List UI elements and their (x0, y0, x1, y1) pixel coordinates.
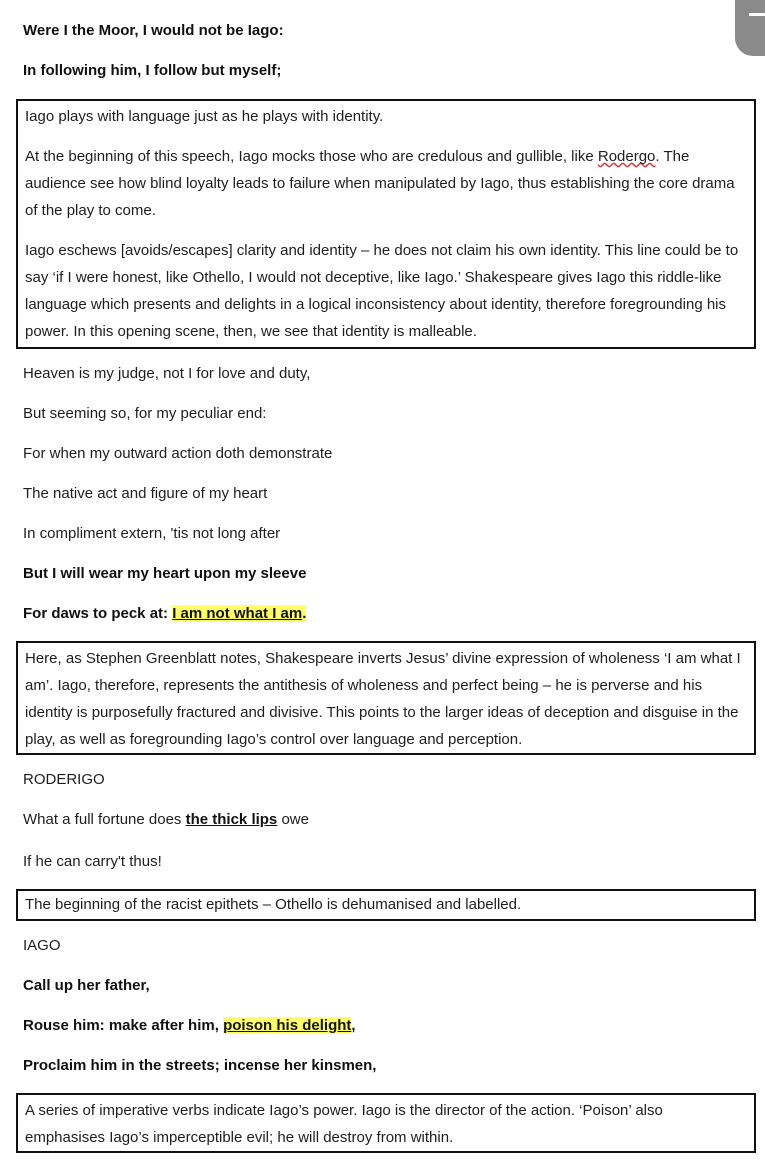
line-text: owe (277, 811, 309, 828)
note-paragraph (25, 143, 746, 224)
annotation-box (16, 889, 756, 921)
play-line: The native act and figure of my heart (23, 485, 268, 502)
underlined-phrase: the thick lips (185, 811, 278, 828)
play-line: Call up her father, (23, 977, 150, 994)
play-line: If he can carry't thus! (23, 853, 162, 870)
note-paragraph: Iago plays with language just as he plays with identity. (25, 108, 384, 125)
misspelled-word[interactable]: Rodergo (597, 148, 656, 165)
note-text: . The audience see how blind loyalty leads to failure when manipulated by Iago, thus establishing the core drama of the play to come. (25, 148, 735, 219)
note-paragraph: The beginning of the racist epithets – Othello is dehumanised and labelled. (25, 896, 522, 913)
play-line: Heaven is my judge, not I for love and duty, (23, 365, 311, 382)
annotation-box (16, 641, 756, 755)
note-text: At the beginning of this speech, Iago mocks those who are credulous and gullible, like (25, 148, 598, 165)
play-line: But I will wear my heart upon my sleeve (23, 565, 307, 582)
note-paragraph: A series of imperative verbs indicate Iago’s power. Iago is the director of the action. ‘Poison’ also emphasises Iago’s imperceptible evil; he will destroy from within. (25, 1102, 663, 1146)
highlighted-phrase: poison his delight (223, 1017, 352, 1034)
line-text: . (302, 605, 307, 622)
speaker-name: RODERIGO (23, 771, 105, 788)
play-line (23, 604, 306, 624)
highlighted-phrase: I am not what I am (172, 605, 303, 622)
annotation-box (16, 99, 756, 349)
play-line (23, 1016, 356, 1036)
play-line (23, 810, 309, 830)
scroll-tab-handle[interactable] (735, 0, 765, 56)
annotation-box (16, 1093, 756, 1153)
line-text: For daws to peck at: (23, 605, 173, 622)
note-paragraph: Here, as Stephen Greenblatt notes, Shakespeare inverts Jesus’ divine expression of wholeness ‘I am what I am’. Iago, therefore, represents the antithesis of wholeness and perfect being – he is perverse and his identity is purposefully fractured and divisive. This points to the larger ideas of deception and disguise in the play, as well as foregrounding Iago’s control over language and perception. (25, 650, 741, 748)
play-line: Proclaim him in the streets; incense her kinsmen, (23, 1057, 377, 1074)
play-line: In following him, I follow but myself; (23, 62, 282, 79)
line-text: , (351, 1017, 356, 1034)
minus-icon (749, 13, 765, 16)
play-line: Were I the Moor, I would not be Iago: (23, 22, 284, 39)
speaker-name: IAGO (23, 937, 61, 954)
line-text: Rouse him: make after him, (23, 1017, 224, 1034)
play-line: But seeming so, for my peculiar end: (23, 405, 267, 422)
play-line: For when my outward action doth demonstrate (23, 445, 333, 462)
play-line: In compliment extern, 'tis not long after (23, 525, 281, 542)
note-paragraph: Iago eschews [avoids/escapes] clarity and identity – he does not claim his own identity. This line could be to say ‘if I were honest, like Othello, I would not deceptive, like Iago.’ Shakespeare gives Iago this riddle-like language which presents and delights in a logical inconsistency about identity, therefore foregrounding his power. In this opening scene, then, we see that identity is malleable. (25, 242, 739, 340)
line-text: What a full fortune does (23, 811, 186, 828)
